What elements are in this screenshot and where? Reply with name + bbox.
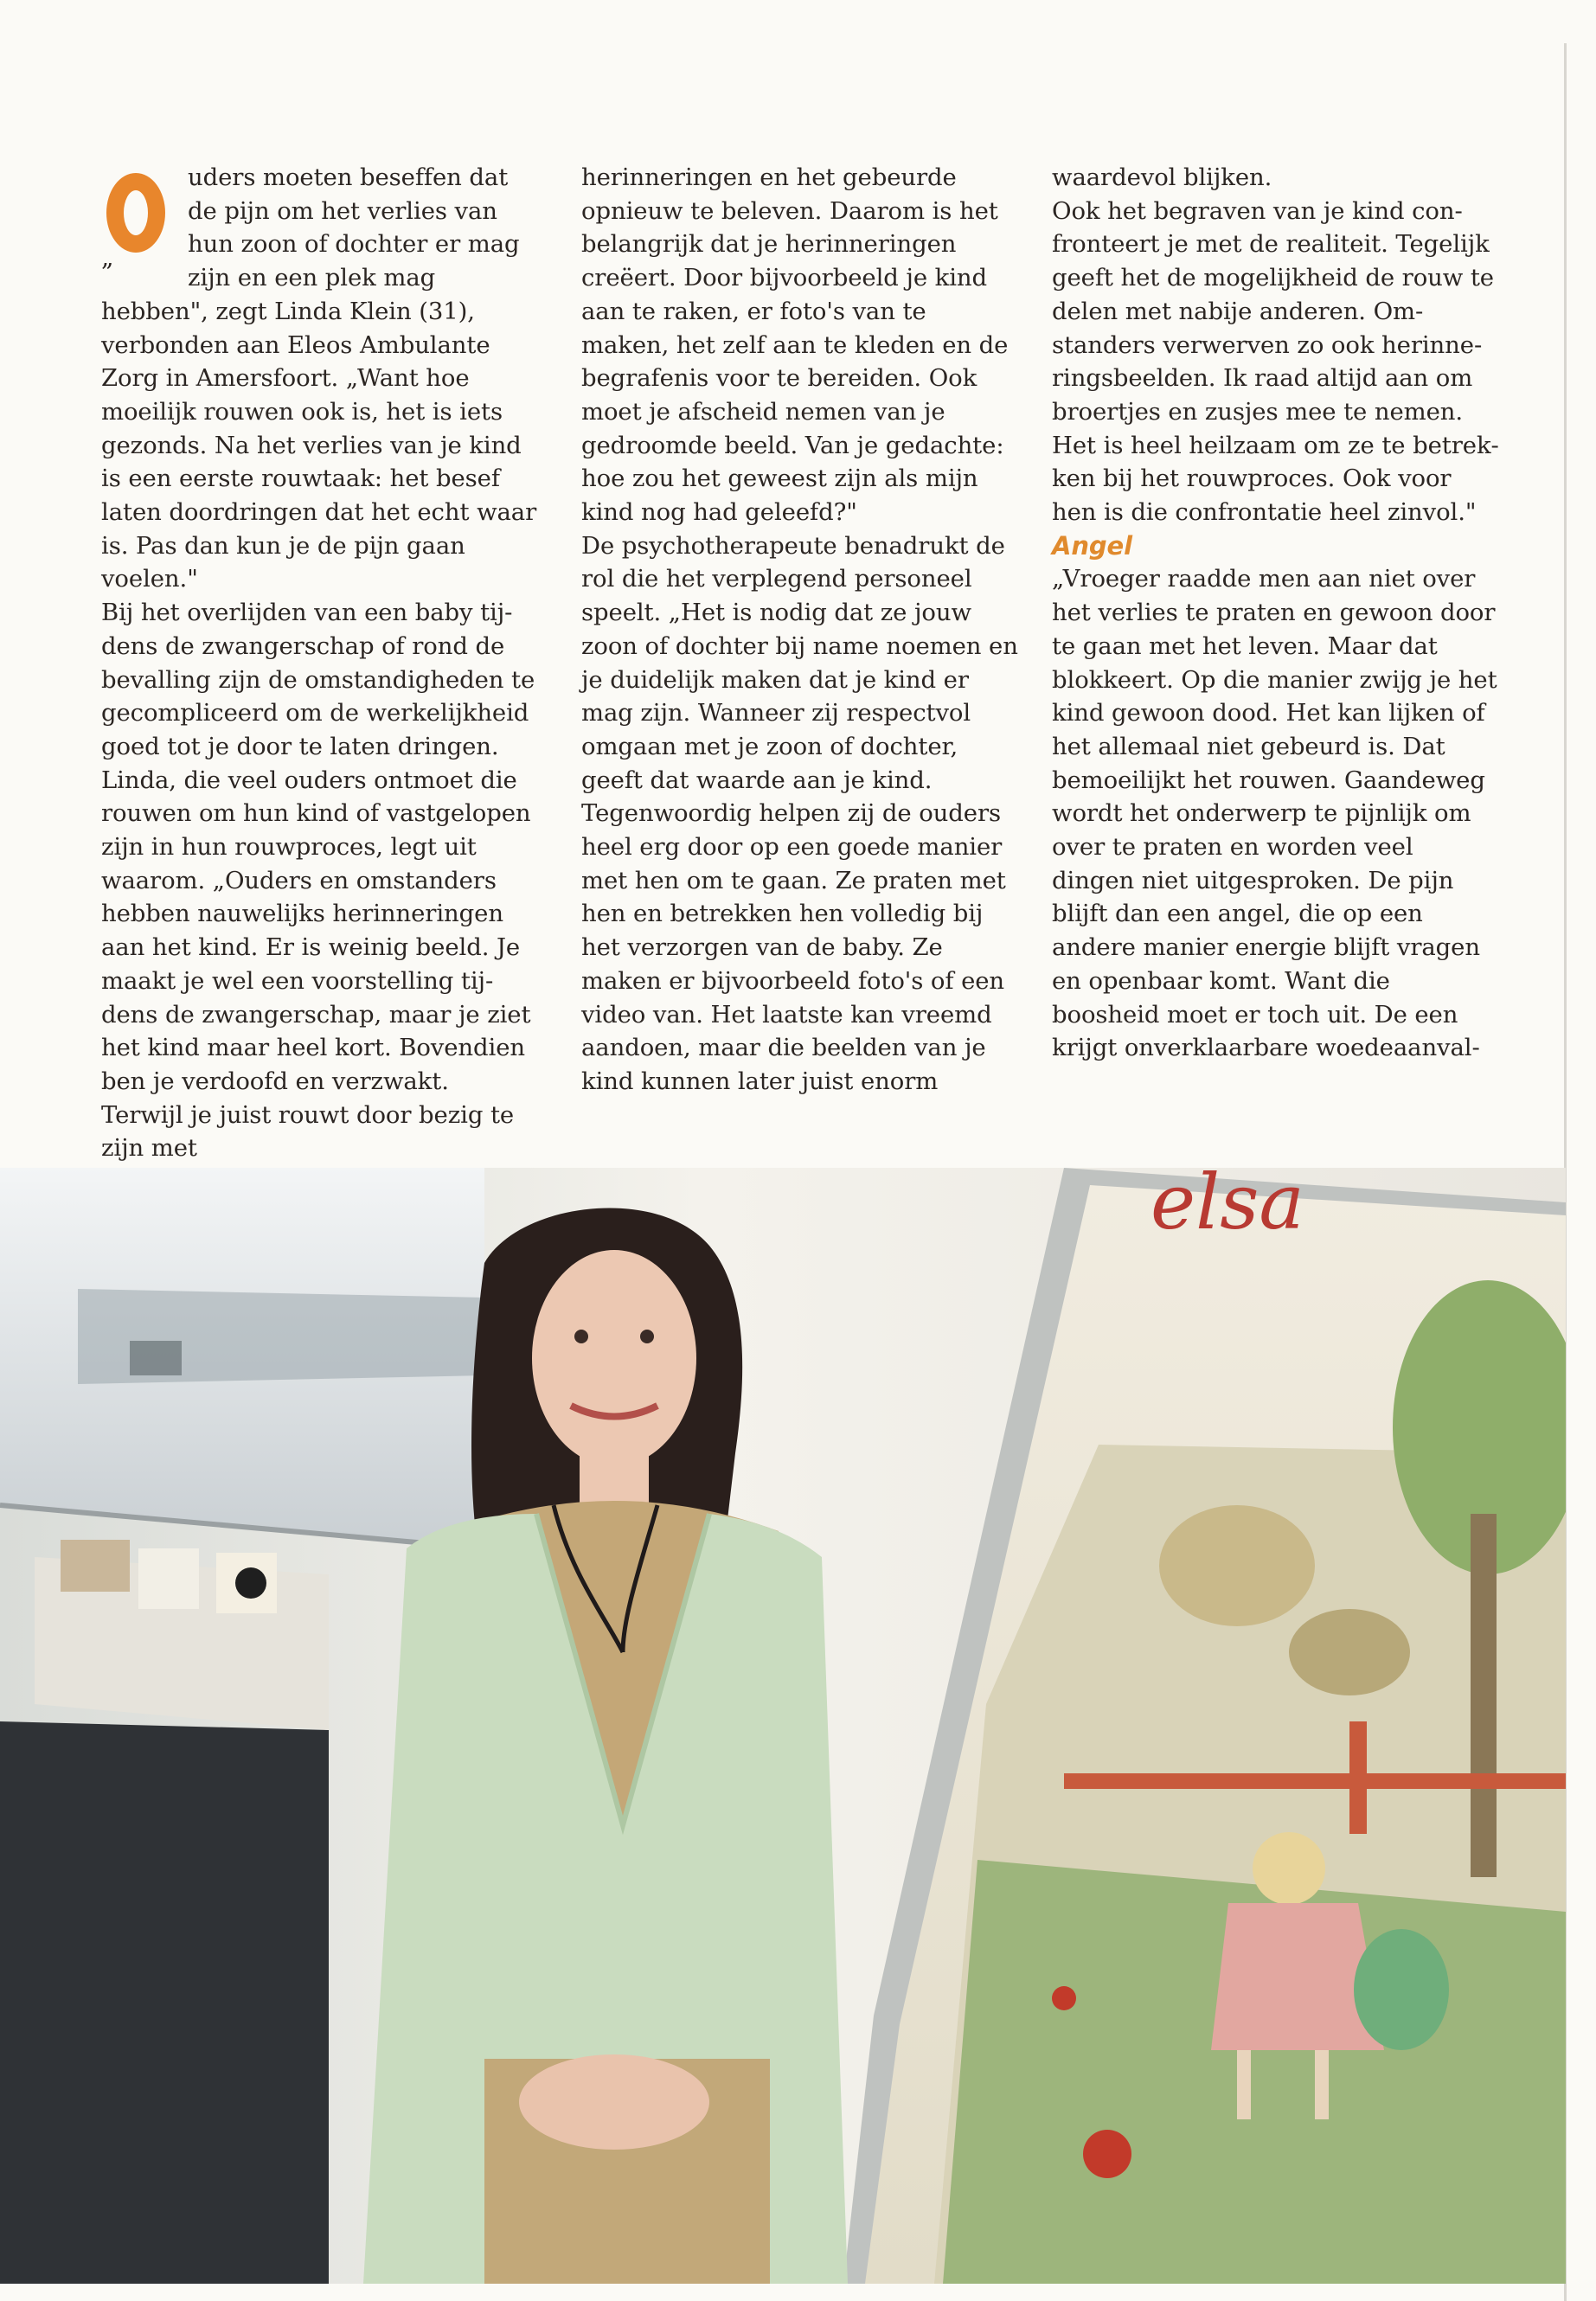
photo-illustration <box>0 1168 1566 2284</box>
woman-hands <box>519 2054 709 2150</box>
article-column-1 <box>101 161 538 1165</box>
drop-cap-letter-o <box>106 173 165 253</box>
portrait-photo <box>0 1168 1566 2284</box>
col3-paragraph-3: „Vroeger raadde men aan niet over het verlies te praten en gewoon door te gaan met het leven. Maar dat blokkeert. Op die manier zwijg je het kind gewoon dood. Het kan lijken of het allemaal niet gebeurd is. Dat bemoeilijkt het rouwen. Gaandeweg wordt het onderwerp te pijnlijk om over te praten en worden veel dingen niet uitgesproken. De pijn blijft dan een angel, die op een andere manier energie blijft vragen en openbaar komt. Want die boosheid moet er toch uit. De een krijgt onverklaarbare woedeaanval- <box>1052 565 1497 1062</box>
col1-third-line: hun zoon of dochter er mag <box>188 230 520 259</box>
col1-paragraph-1: zijn en een plek mag hebben", zegt Linda Klein (31), verbonden aan Eleos Ambulante Zorg in Amersfoort. „Want hoe moeilijk rouwen ook is, het is iets gezonds. Na het verlies van je kind is een eerste rouwtaak: het besef laten doordringen dat het echt waar is. Pas dan kun je de pijn gaan voelen." <box>101 264 537 593</box>
col1-paragraph-2: Bij het overlijden van een baby tijdens de zwangerschap of rond de bevalling zijn de omstandigheden te gecompliceerd om de werkelijkheid goed tot je door te laten dringen. Linda, die veel ouders ontmoet die rouwen om hun kind of vastgelopen zijn in hun rouwproces, legt uit waarom. „Ouders en omstanders hebben nauwelijks herinneringen aan het kind. Er is weinig beeld. Je maakt je wel een voorstelling tijdens de zwangerschap, maar je ziet het kind maar heel kort. Bovendien ben je verdoofd en verzwakt. Terwijl je juist rouwt door bezig te zijn met <box>101 599 535 1163</box>
poster-script-text: elsa <box>1151 1168 1304 1247</box>
col3-paragraph-2: Ook het begraven van je kind confronteert je met de realiteit. Tegelijk geeft het de mogelijkheid de rouw te delen met nabije anderen. Omstanders verwerven zo ook herinneringsbeelden. Ik raad altijd aan om broertjes en zusjes mee te nemen. Het is heel heilzaam om ze te betrekken bij het rouwproces. Ook voor hen is die confrontatie heel zinvol." <box>1052 196 1499 527</box>
col2-paragraph-2: De psychotherapeute benadrukt de rol die het verplegend personeel speelt. „Het is nodig dat ze jouw zoon of dochter bij name noemen en je duidelijk maken dat je kind er mag zijn. Wanneer zij respectvol omgaan met je zoon of dochter, geeft dat waarde aan je kind. Tegenwoordig helpen zij de ouders heel erg door op een goede manier met hen om te gaan. Ze praten met hen en betrekken hen volledig bij het verzorgen van de baby. Ze maken er bijvoorbeeld foto's of een video van. Het laatste kan vreemd aandoen, maar die beelden van je kind kunnen later juist enorm <box>581 531 1018 1095</box>
drop-cap <box>101 166 179 272</box>
col1-second-line: de pijn om het verlies van <box>188 196 497 225</box>
article-column-3 <box>1052 161 1502 1065</box>
article-column-2 <box>581 161 1018 1099</box>
dark-floor <box>0 1721 329 2284</box>
drop-cap-quote: „ <box>101 243 114 272</box>
col2-paragraph-1: herinneringen en het gebeurde opnieuw te beleven. Daarom is het belangrijk dat je herinneringen creëert. Door bijvoorbeeld je kind aan te raken, er foto's van te maken, het zelf aan te kleden en de begrafenis voor te bereiden. Ook moet je afscheid nemen van je gedroomde beeld. Van je gedachte: hoe zou het geweest zijn als mijn kind nog had geleefd?" <box>581 163 1009 527</box>
subhead-angel: Angel <box>1052 530 1132 561</box>
col1-first-line: uders moeten beseffen dat <box>188 163 509 191</box>
woman-face <box>532 1250 696 1466</box>
col3-paragraph-1: waardevol blijken. <box>1052 163 1272 191</box>
